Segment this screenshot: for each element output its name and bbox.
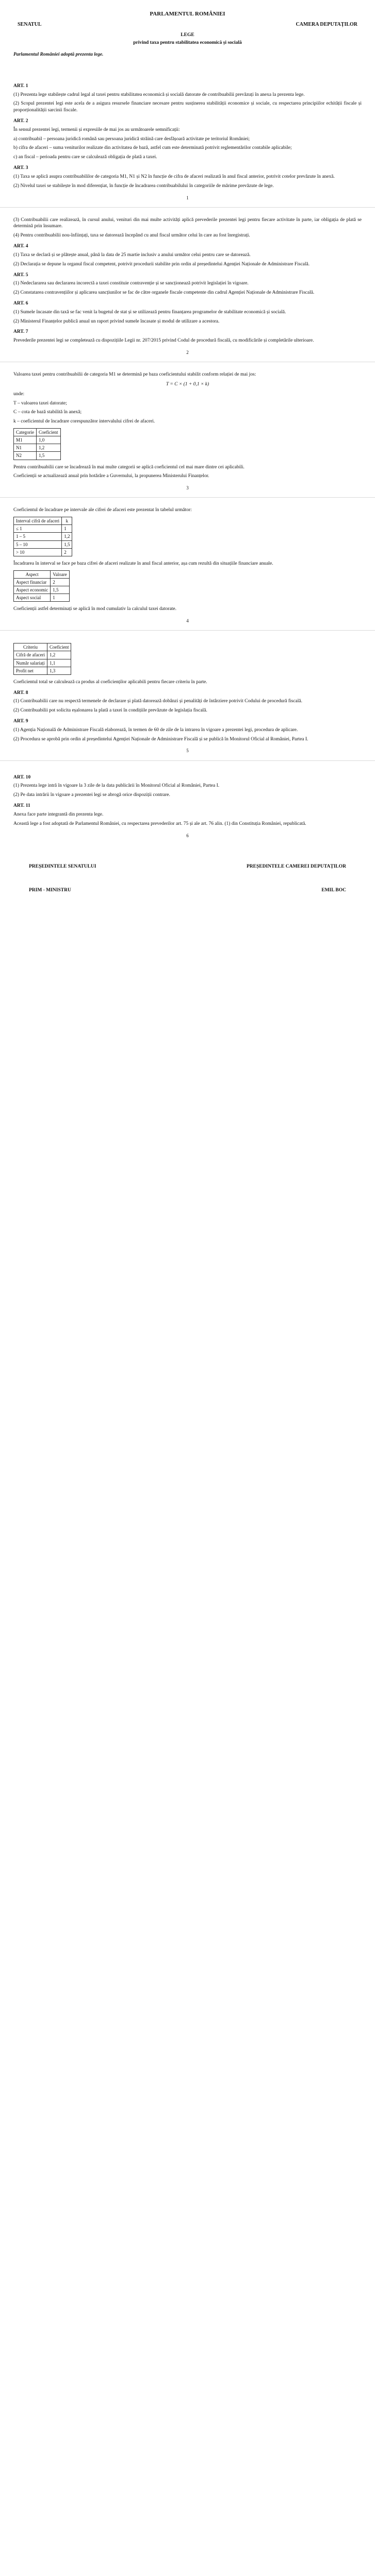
chambers-row <box>18 21 357 28</box>
table-header-cell: Categorie <box>14 429 37 436</box>
table-cell: ≤ 1 <box>14 525 62 533</box>
data-table <box>13 517 72 556</box>
document <box>0 0 375 904</box>
paragraph: c) an fiscal – perioada pentru care se calculează obligația de plată a taxei. <box>13 155 157 160</box>
table-row <box>14 659 71 667</box>
article-heading: ART. 8 <box>13 690 28 696</box>
table-cell: 2 <box>62 548 72 556</box>
table-cell: 2 <box>51 578 69 586</box>
table-cell: > 10 <box>14 548 62 556</box>
article-heading: ART. 11 <box>13 803 30 809</box>
table-header-cell: Criteriu <box>14 643 47 651</box>
article-heading: ART. 7 <box>13 329 28 335</box>
table-cell: N2 <box>14 452 37 460</box>
table-header-cell: Valoare <box>51 570 69 578</box>
table-cell: 1 <box>51 594 69 602</box>
document-page <box>0 760 375 845</box>
paragraph: (3) Contribuabilii care realizează, în cursul anului, venituri din mai multe activități aplică prevederile prezentei legi pentru fiecare activitate în parte, iar obligația de plată se determină prin însumare. <box>13 217 362 229</box>
page-number: 6 <box>186 833 189 838</box>
table-row <box>14 540 72 548</box>
page-header <box>0 0 375 70</box>
chamber-label: CAMERA DEPUTAȚILOR <box>296 21 357 27</box>
document-page <box>0 207 375 362</box>
table-row <box>14 525 72 533</box>
paragraph: (1) Taxa se aplică asupra contribuabililor de categoria M1, N1 și N2 în funcție de cifra de afaceri realizată în anul fiscal anterior, potrivit cotelor prevăzute în anexă. <box>13 174 335 179</box>
paragraph: (2) Contribuabilii pot solicita eșalonarea la plată a taxei în condițiile prevăzute de legislația fiscală. <box>13 708 207 714</box>
table-row <box>14 533 72 540</box>
law-title: LEGE <box>181 32 194 38</box>
paragraph: (1) Prezenta lege stabilește cadrul legal al taxei pentru stabilitatea economică și socială datorate de contribuabilii prevăzuți în anexa la prezenta lege. <box>13 92 305 97</box>
table-cell: 1 <box>62 525 72 533</box>
article-heading: ART. 6 <box>13 300 28 306</box>
table-header-row <box>14 570 70 578</box>
paragraph: (1) Contribuabilii care nu respectă termenele de declarare și plată datorează dobânzi și penalități de întârziere potrivit Codului de procedură fiscală. <box>13 699 302 704</box>
table-row <box>14 452 61 460</box>
data-table <box>13 643 71 675</box>
article-heading: ART. 9 <box>13 719 28 724</box>
paragraph: Coeficienții se actualizează anual prin hotărâre a Guvernului, la propunerea Ministerului Finanțelor. <box>13 473 209 479</box>
document-page <box>0 362 375 497</box>
table-header-row <box>14 517 72 525</box>
article-heading: ART. 10 <box>13 774 31 780</box>
paragraph: unde: <box>13 391 25 397</box>
paragraph: a) contribuabil – persoana juridică română sau persoana juridică străină care desfășoară activitate pe teritoriul României; <box>13 136 250 142</box>
table-row <box>14 578 70 586</box>
closing-row <box>29 887 346 894</box>
table-header-cell: Aspect <box>14 570 51 578</box>
paragraph: În sensul prezentei legi, termenii și expresiile de mai jos au următoarele semnificații: <box>13 127 180 132</box>
table-cell: 1,5 <box>62 540 72 548</box>
page-number: 2 <box>186 350 189 355</box>
paragraph: (1) Nedeclararea sau declararea incorectă a taxei constituie contravenție și se sancționează potrivit legislației în vigoare. <box>13 281 249 286</box>
paragraph: Coeficientul total se calculează ca produs al coeficienților aplicabili pentru fiecare criteriu în parte. <box>13 679 207 685</box>
senate-label: SENATUL <box>18 21 42 27</box>
adoption-statement: Parlamentul României adoptă prezenta lege. <box>13 52 104 57</box>
table-cell: Profit net <box>14 667 47 674</box>
paragraph: k – coeficientul de încadrare corespunzător intervalului cifrei de afaceri. <box>13 419 155 425</box>
pages-container <box>0 70 375 845</box>
table-cell: 1,0 <box>37 436 61 444</box>
table-cell: 1,5 <box>51 586 69 594</box>
article-heading: ART. 5 <box>13 272 28 278</box>
page-number: 1 <box>186 195 189 200</box>
article-heading: ART. 4 <box>13 244 28 249</box>
paragraph: (4) Pentru contribuabilii nou-înființați, taxa se datorează începând cu anul fiscal următor celui în care au fost înregistrați. <box>13 233 250 239</box>
data-table <box>13 428 61 460</box>
paragraph: Încadrarea în interval se face pe baza cifrei de afaceri realizate în anul fiscal anterior, așa cum rezultă din situațiile financiare anuale. <box>13 561 273 566</box>
table-cell: 1,3 <box>47 667 71 674</box>
article-heading: ART. 2 <box>13 118 28 124</box>
law-subtitle: privind taxa pentru stabilitatea economică și socială <box>133 40 242 46</box>
table-header-cell: Coeficient <box>47 643 71 651</box>
paragraph: T – valoarea taxei datorate; <box>13 400 67 406</box>
paragraph: (2) Declarația se depune la organul fiscal competent, potrivit procedurii stabilite prin ordin al președintelui Agenției Naționale de Administrare Fiscală. <box>13 261 310 267</box>
table-cell: 1,2 <box>37 444 61 452</box>
paragraph: (2) Procedura se aprobă prin ordin al președintelui Agenției Naționale de Administrare Fiscală și se publică în Monitorul Oficial al României, Partea I. <box>13 736 308 742</box>
chamber-president-title: PREȘEDINTELE CAMEREI DEPUTAȚILOR <box>246 863 346 869</box>
table-cell: 1 – 5 <box>14 533 62 540</box>
paragraph: C – cota de bază stabilită în anexă; <box>13 410 82 415</box>
prime-minister-name: EMIL BOC <box>321 888 346 893</box>
table-row <box>14 586 70 594</box>
table-cell: Număr salariați <box>14 659 47 667</box>
paragraph: Anexa face parte integrantă din prezenta lege. <box>13 811 104 817</box>
table-cell: 1,2 <box>62 533 72 540</box>
table-cell: 1,1 <box>47 659 71 667</box>
table-cell: M1 <box>14 436 37 444</box>
table-cell: 1,2 <box>47 651 71 659</box>
table-header-cell: Interval cifră de afaceri <box>14 517 62 525</box>
table-header-row <box>14 643 71 651</box>
paragraph: Coeficientul de încadrare pe intervale ale cifrei de afaceri este prezentat în tabelul următor: <box>13 507 192 513</box>
article-heading: ART. 1 <box>13 83 28 89</box>
senate-president-title: PREȘEDINTELE SENATULUI <box>29 863 96 869</box>
data-table <box>13 570 70 602</box>
paragraph: (2) Scopul prezentei legi este acela de a asigura resursele financiare necesare pentru susținerea stabilității economice și sociale, cu respectarea principiilor echității fiscale și proporționalității sarcinii fiscale. <box>13 101 362 113</box>
page-number: 5 <box>186 748 189 754</box>
table-cell: Aspect financiar <box>14 578 51 586</box>
table-cell: 5 – 10 <box>14 540 62 548</box>
paragraph: Pentru contribuabilii care se încadrează în mai multe categorii se aplică coeficientul cel mai mare dintre cei aplicabili. <box>13 464 244 470</box>
prime-minister-title: PRIM - MINISTRU <box>29 888 71 893</box>
table-row <box>14 444 61 452</box>
article-heading: ART. 3 <box>13 165 28 171</box>
paragraph: (1) Taxa se declară și se plătește anual, până la data de 25 martie inclusiv a anului următor celui pentru care se datorează. <box>13 252 251 258</box>
formula: T = C × (1 + 0,1 × k) <box>166 382 209 387</box>
paragraph: (2) Nivelul taxei se stabilește în mod diferențiat, în funcție de încadrarea contribuabilului în categoriile de mărime prevăzute de lege. <box>13 183 274 189</box>
table-header-cell: k <box>62 517 72 525</box>
signature-section <box>0 845 375 905</box>
table-cell: 1,5 <box>37 452 61 460</box>
table-cell: Cifră de afaceri <box>14 651 47 659</box>
paragraph: Această lege a fost adoptată de Parlamentul României, cu respectarea prevederilor art. 75 și ale art. 76 alin. (1) din Constituția României, republicată. <box>13 821 306 826</box>
table-row <box>14 436 61 444</box>
paragraph: (2) Pe data intrării în vigoare a prezentei legi se abrogă orice dispoziții contrare. <box>13 792 170 798</box>
paragraph: (2) Constatarea contravențiilor și aplicarea sancțiunilor se fac de către organele fiscale competente din cadrul Agenției Naționale de Administrare Fiscală. <box>13 290 315 296</box>
table-row <box>14 667 71 674</box>
table-row <box>14 651 71 659</box>
paragraph: Valoarea taxei pentru contribuabilii de categoria M1 se determină pe baza coeficientului stabilit conform relației de mai jos: <box>13 372 256 378</box>
table-cell: Aspect social <box>14 594 51 602</box>
paragraph: (1) Prezenta lege intră în vigoare la 3 zile de la data publicării în Monitorul Oficial al României, Partea I. <box>13 783 220 789</box>
parliament-title: PARLAMENTUL ROMÂNIEI <box>150 11 225 17</box>
page-number: 4 <box>186 618 189 624</box>
page-number: 3 <box>186 485 189 491</box>
document-page <box>0 497 375 630</box>
paragraph: b) cifra de afaceri – suma veniturilor realizate din activitatea de bază, astfel cum este determinată potrivit reglementărilor contabile aplicabile; <box>13 145 292 151</box>
paragraph: (2) Ministerul Finanțelor publică anual un raport privind sumele încasate și modul de utilizare a acestora. <box>13 318 220 324</box>
paragraph: (1) Sumele încasate din taxă se fac venit la bugetul de stat și se utilizează pentru finanțarea programelor de stabilitate economică și socială. <box>13 309 286 315</box>
table-header-cell: Coeficient <box>37 429 61 436</box>
table-cell: N1 <box>14 444 37 452</box>
table-row <box>14 594 70 602</box>
signature-titles <box>29 863 346 870</box>
paragraph: Prevederile prezentei legi se completează cu dispozițiile Legii nr. 207/2015 privind Codul de procedură fiscală, cu modificările și completările ulterioare. <box>13 338 314 344</box>
table-cell: Aspect economic <box>14 586 51 594</box>
table-header-row <box>14 429 61 436</box>
document-page <box>0 630 375 760</box>
document-page <box>0 70 375 207</box>
table-row <box>14 548 72 556</box>
paragraph: Coeficienții astfel determinați se aplică în mod cumulativ la calculul taxei datorate. <box>13 606 177 612</box>
paragraph: (1) Agenția Națională de Administrare Fiscală elaborează, în termen de 60 de zile de la intrarea în vigoare a prezentei legi, procedura de aplicare. <box>13 727 298 733</box>
